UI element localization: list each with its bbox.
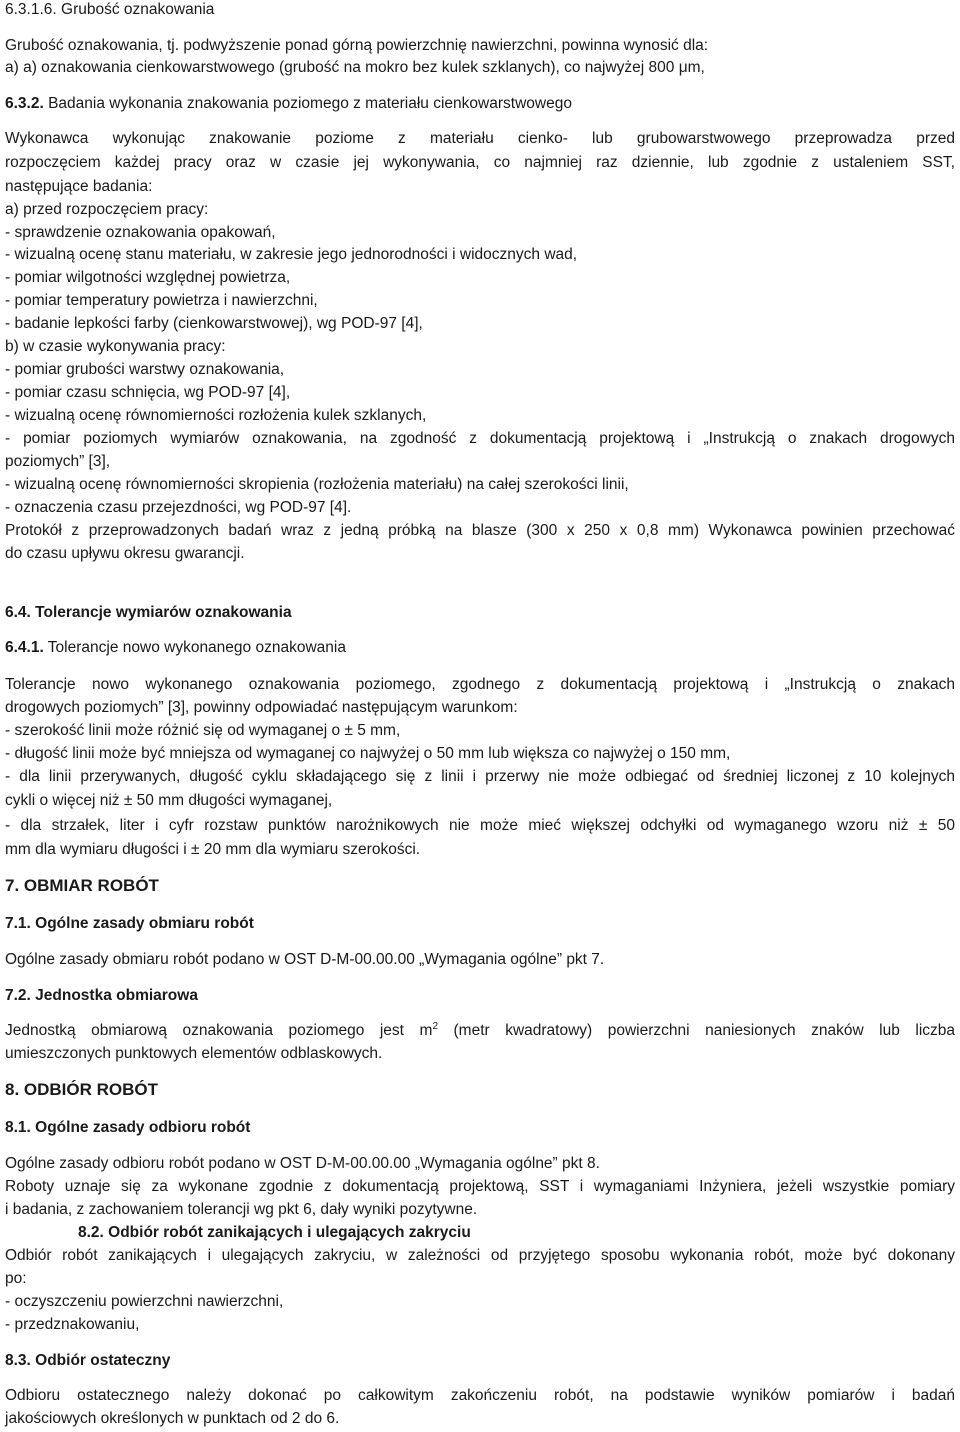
paragraph-line: po: — [5, 1270, 27, 1287]
list-item: - pomiar temperatury powietrza i nawierzchni, — [5, 292, 318, 309]
paragraph-line: a) a) oznakowania cienkowarstwowego (grubość na mokro bez kulek szklanych), co najwyżej 800 μm, — [5, 59, 705, 76]
list-item: - oznaczenia czasu przejezdności, wg POD-97 [4]. — [5, 499, 352, 516]
list-item: - wizualną ocenę stanu materiału, w zakresie jego jednorodności i widocznych wad, — [5, 246, 578, 263]
list-item-continuation: poziomych” [3], — [5, 453, 111, 470]
paragraph-line: następujące badania: — [5, 178, 153, 195]
section-heading-7-2: 7.2. Jednostka obmiarowa — [5, 987, 198, 1004]
section-heading-7-1: 7.1. Ogólne zasady obmiaru robót — [5, 915, 254, 932]
paragraph-line: i badania, z zachowaniem tolerancji wg pkt 6, dały wyniki pozytywne. — [5, 1201, 478, 1218]
list-item-continuation: cykli o więcej niż ± 50 mm długości wymaganej, — [5, 792, 333, 809]
list-item-continuation: mm dla wymiaru długości i ± 20 mm dla wymiaru szerokości. — [5, 841, 421, 858]
list-item: - pomiar czasu schnięcia, wg POD-97 [4], — [5, 384, 291, 401]
section-heading-6-4-1 — [5, 638, 346, 658]
list-item: - pomiar grubości warstwy oznakowania, — [5, 361, 285, 378]
paragraph-line: do czasu upływu okresu gwarancji. — [5, 545, 245, 562]
section-number: 6.4.1. — [5, 639, 44, 656]
section-heading-8-1: 8.1. Ogólne zasady odbioru robót — [5, 1119, 251, 1136]
list-item: - dla linii przerywanych, długość cyklu składającego się z linii i przerwy nie może odbiegać od średniej liczonej z 10 kolejnych — [5, 768, 955, 785]
section-title: Tolerancje nowo wykonanego oznakowania — [43, 639, 346, 656]
paragraph-line: Protokół z przeprowadzonych badań wraz z jedną próbką na blasze (300 x 250 x 0,8 mm) Wykonawca powinien przechować — [5, 522, 955, 539]
list-item: - szerokość linii może różnić się od wymaganej o ± 5 mm, — [5, 722, 401, 739]
section-title: Badania wykonania znakowania poziomego z materiału cienkowarstwowego — [43, 95, 572, 112]
superscript: 2 — [432, 1020, 438, 1032]
list-item: - pomiar poziomych wymiarów oznakowania, na zgodność z dokumentacją projektową i „Instrukcją o znakach drogowych — [5, 430, 955, 447]
paragraph-line: rozpoczęciem każdej pracy oraz w czasie jej wykonywania, co najmniej raz dziennie, lub zgodnie z ustaleniem SST, — [5, 154, 955, 171]
paragraph-line: umieszczonych punktowych elementów odblaskowych. — [5, 1045, 383, 1062]
paragraph-line: Ogólne zasady obmiaru robót podano w OST D-M-00.00.00 „Wymagania ogólne” pkt 7. — [5, 951, 605, 968]
paragraph-line: jakościowych określonych w punktach od 2 do 6. — [5, 1410, 340, 1427]
chapter-heading-7: 7. OBMIAR ROBÓT — [5, 876, 159, 895]
section-heading-6-3-1-6: 6.3.1.6. Grubość oznakowania — [5, 1, 215, 18]
list-item: - pomiar wilgotności względnej powietrza, — [5, 269, 291, 286]
paragraph-line — [5, 1021, 955, 1041]
paragraph-line: Wykonawca wykonując znakowanie poziome z materiału cienko- lub grubowarstwowego przeprowadza przed — [5, 130, 955, 147]
paragraph-line: Tolerancje nowo wykonanego oznakowania poziomego, zgodnego z dokumentacją projektową i „Instrukcją o znakach — [5, 676, 955, 693]
list-heading: b) w czasie wykonywania pracy: — [5, 338, 226, 355]
paragraph-line: Grubość oznakowania, tj. podwyższenie ponad górną powierzchnię nawierzchni, powinna wynosić dla: — [5, 37, 709, 54]
list-heading: a) przed rozpoczęciem pracy: — [5, 201, 209, 218]
section-heading-8-3: 8.3. Odbiór ostateczny — [5, 1352, 171, 1369]
list-item: - oczyszczeniu powierzchni nawierzchni, — [5, 1293, 284, 1310]
list-item: - dla strzałek, liter i cyfr rozstaw punktów narożnikowych nie może mieć większej odchyłki od wymaganego wzoru niż ± 50 — [5, 817, 955, 834]
chapter-heading-8: 8. ODBIÓR ROBÓT — [5, 1080, 159, 1099]
paragraph-line: Odbioru ostatecznego należy dokonać po całkowitym zakończeniu robót, na podstawie wyników pomiarów i badań — [5, 1387, 955, 1404]
section-heading-6-3-2 — [5, 94, 572, 114]
text-run: Jednostką obmiarową oznakowania poziomego jest m — [5, 1022, 433, 1039]
list-item: - wizualną ocenę równomierności skropienia (rozłożenia materiału) na całej szerokości linii, — [5, 476, 629, 493]
text-run: (metr kwadratowy) powierzchni naniesionych znaków lub liczba — [438, 1022, 956, 1039]
section-heading-8-2: 8.2. Odbiór robót zanikających i ulegających zakryciu — [78, 1224, 471, 1241]
paragraph-line: Roboty uznaje się za wykonane zgodnie z dokumentacją projektową, SST i wymaganiami Inżyniera, jeżeli wszystkie pomiary — [5, 1178, 955, 1195]
section-heading-6-4: 6.4. Tolerancje wymiarów oznakowania — [5, 604, 292, 621]
list-item: - długość linii może być mniejsza od wymaganej co najwyżej o 50 mm lub większa co najwyżej o 150 mm, — [5, 745, 731, 762]
section-number: 6.3.2. — [5, 95, 44, 112]
paragraph-line: drogowych poziomych” [3], powinny odpowiadać następującym warunkom: — [5, 699, 518, 716]
paragraph-line: Ogólne zasady odbioru robót podano w OST D-M-00.00.00 „Wymagania ogólne” pkt 8. — [5, 1155, 600, 1172]
list-item: - badanie lepkości farby (cienkowarstwowej), wg POD-97 [4], — [5, 315, 423, 332]
paragraph-line: Odbiór robót zanikających i ulegających zakryciu, w zależności od przyjętego sposobu wykonania robót, może być dokonany — [5, 1247, 955, 1264]
list-item: - przedznakowaniu, — [5, 1316, 140, 1333]
list-item: - sprawdzenie oznakowania opakowań, — [5, 224, 276, 241]
list-item: - wizualną ocenę równomierności rozłożenia kulek szklanych, — [5, 407, 427, 424]
